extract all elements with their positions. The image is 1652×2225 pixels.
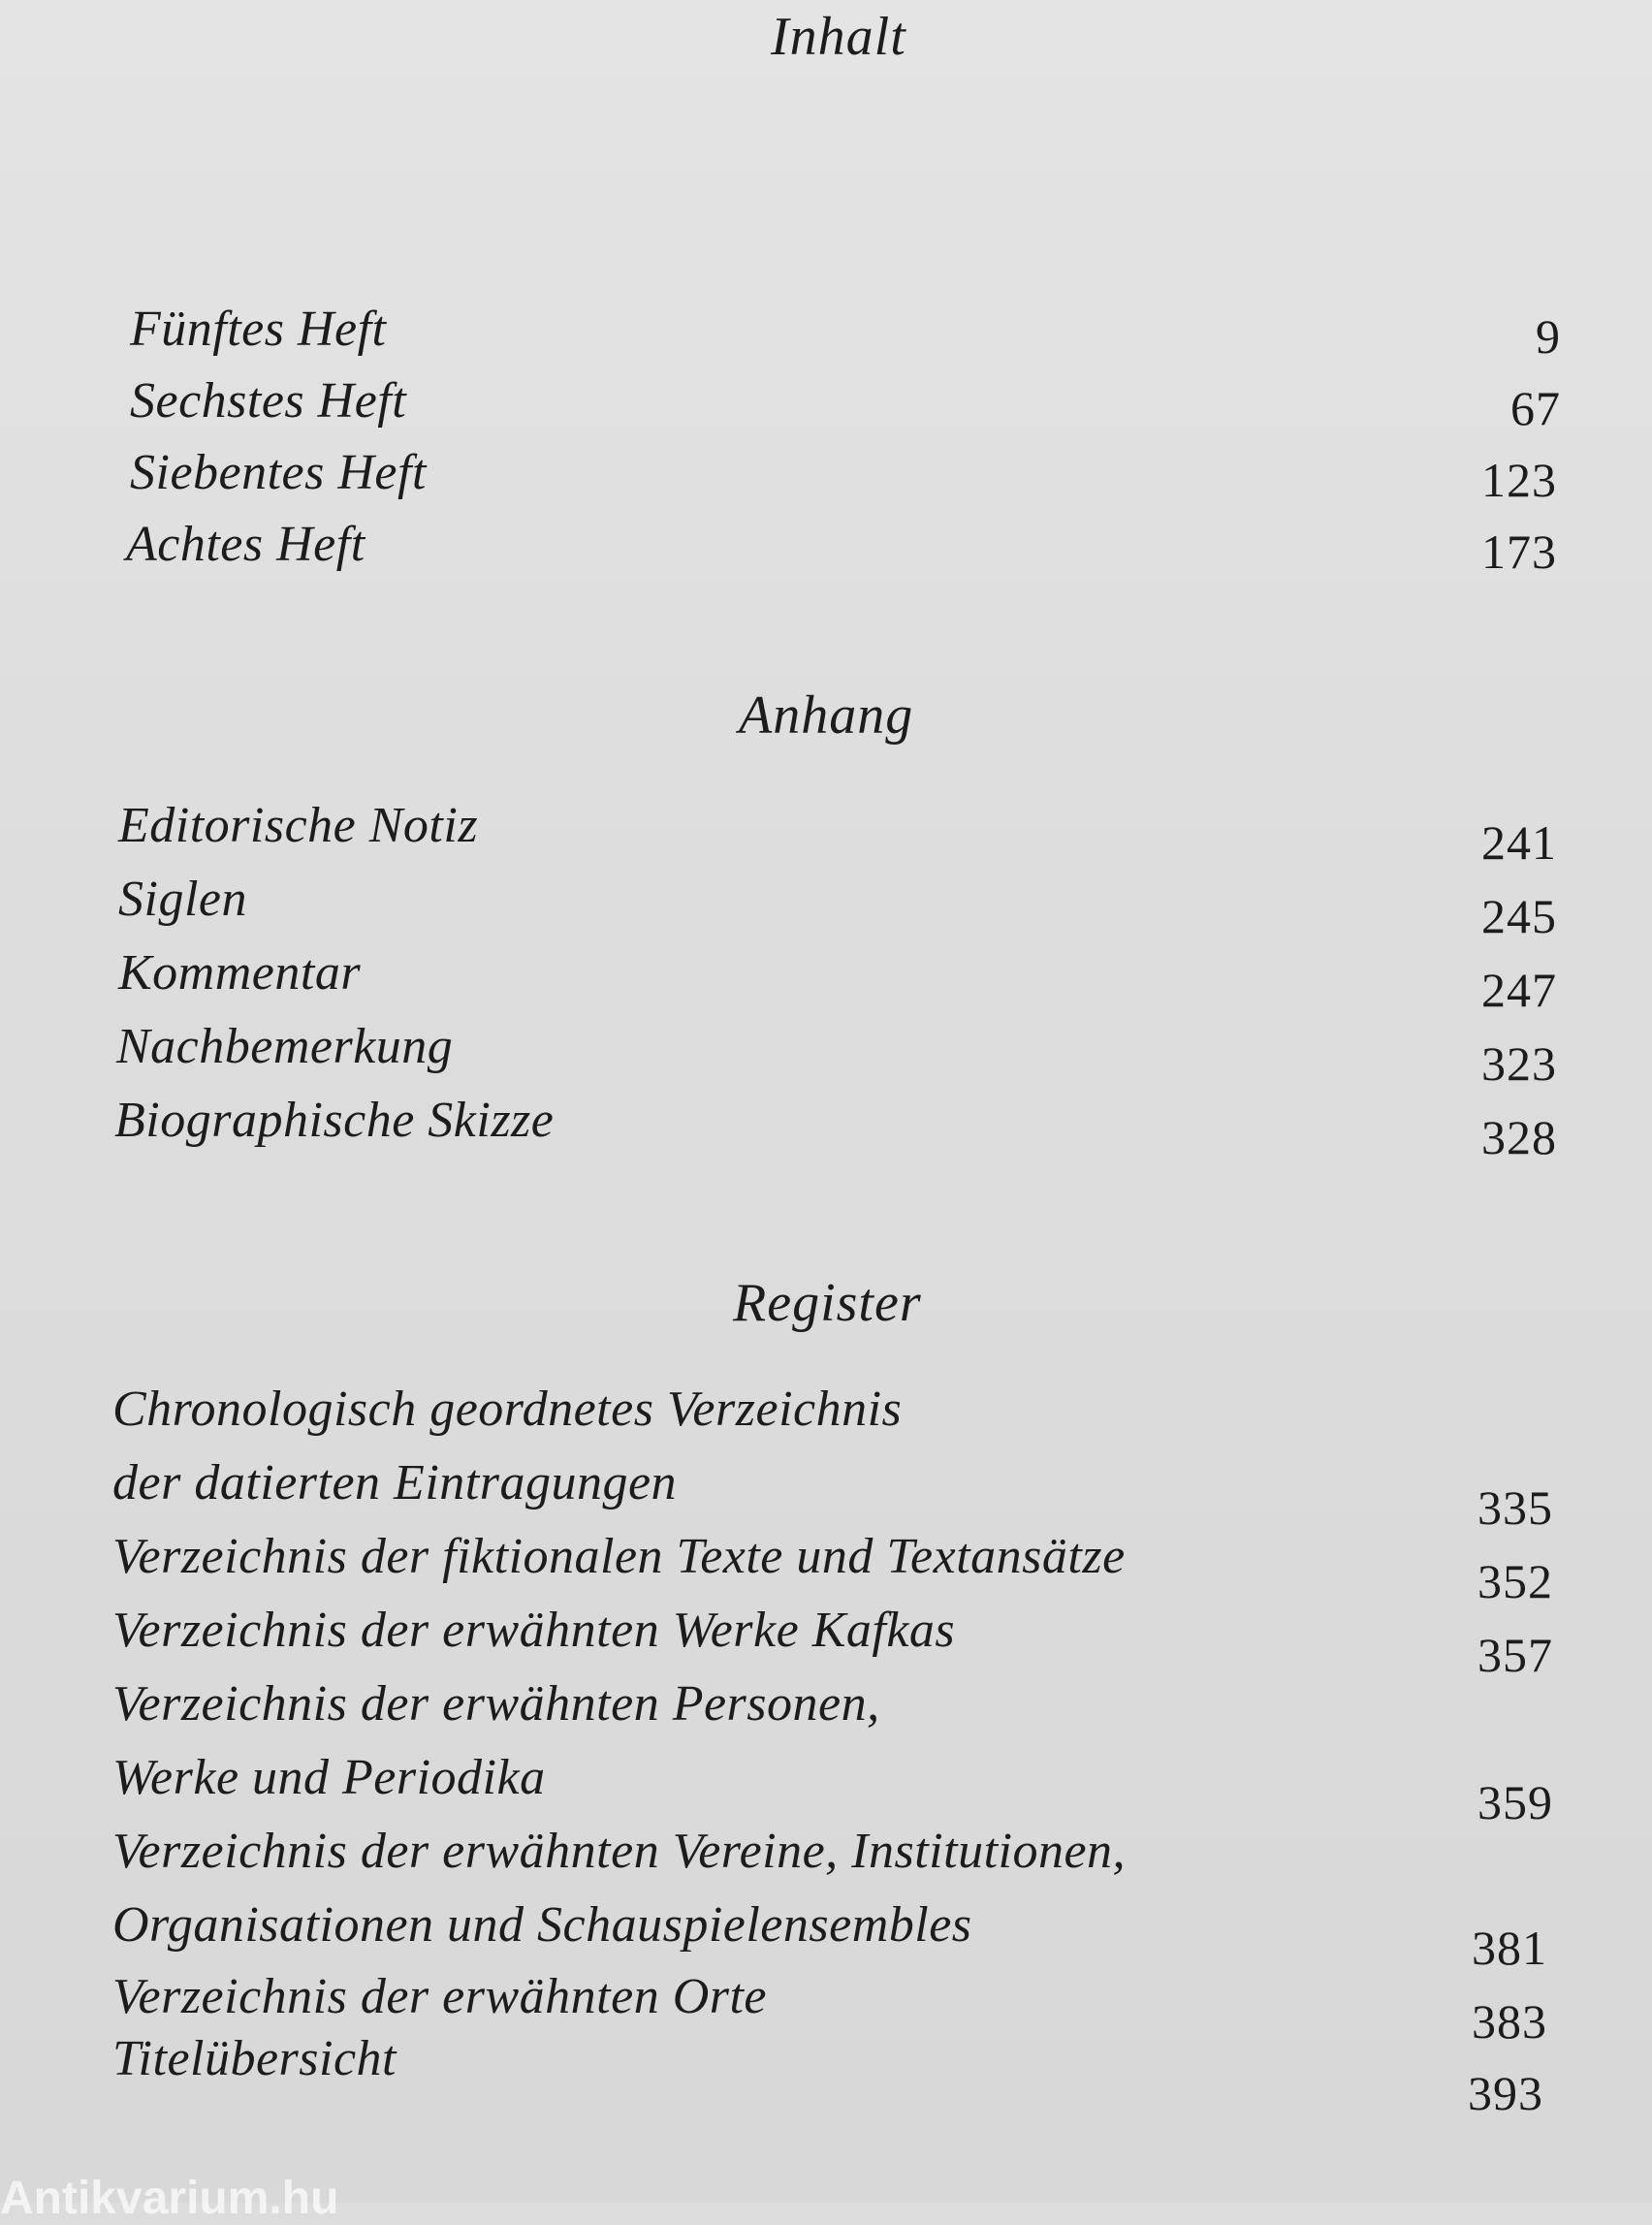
toc-entry-title: Nachbemerkung xyxy=(116,1019,454,1074)
watermark: Antikvarium.hu xyxy=(0,2173,339,2224)
toc-entry-title: Verzeichnis der erwähnten Werke Kafkas xyxy=(112,1603,956,1658)
toc-entry-page: 335 xyxy=(1477,1480,1553,1535)
toc-entry-page: 9 xyxy=(1536,309,1561,364)
toc-entry-title: Biographische Skizze xyxy=(114,1093,555,1148)
toc-entry-page: 245 xyxy=(1481,889,1557,943)
toc-entry-page: 357 xyxy=(1477,1628,1553,1682)
toc-entry-page: 359 xyxy=(1477,1775,1553,1829)
toc-entry-page: 323 xyxy=(1481,1036,1557,1091)
toc-entry-title-line1: Verzeichnis der erwähnten Personen, xyxy=(112,1676,880,1732)
toc-entry-title: Sechstes Heft xyxy=(130,373,407,429)
toc-entry-title-line2: Organisationen und Schauspielensembles xyxy=(112,1897,972,1953)
toc-entry-title: Fünftes Heft xyxy=(130,302,387,357)
toc-entry-page: 383 xyxy=(1472,1994,1547,2049)
anhang-heading: Anhang xyxy=(739,685,914,746)
toc-entry-title-line1: Verzeichnis der erwähnten Vereine, Institutionen, xyxy=(112,1824,1127,1879)
toc-entry-title: Kommentar xyxy=(118,945,362,1001)
toc-entry-title: Verzeichnis der erwähnten Orte xyxy=(112,1969,768,2024)
toc-entry-title: Verzeichnis der fiktionalen Texte und Textansätze xyxy=(112,1529,1126,1584)
toc-entry-page: 247 xyxy=(1481,963,1557,1017)
toc-entry-page: 381 xyxy=(1472,1921,1547,1975)
toc-entry-title: Achtes Heft xyxy=(126,517,365,572)
toc-entry-page: 173 xyxy=(1481,524,1557,579)
toc-entry-title: Siglen xyxy=(118,872,247,927)
toc-entry-title-line2: Werke und Periodika xyxy=(112,1750,546,1805)
toc-entry-page: 67 xyxy=(1510,381,1561,435)
toc-entry-title: Editorische Notiz xyxy=(118,798,479,853)
toc-entry-page: 352 xyxy=(1477,1554,1553,1608)
toc-entry-title-line2: der datierten Eintragungen xyxy=(112,1455,678,1510)
toc-entry-title: Siebentes Heft xyxy=(130,445,427,500)
toc-entry-title: Titelübersicht xyxy=(112,2031,397,2086)
toc-entry-page: 393 xyxy=(1468,2066,1543,2120)
register-heading: Register xyxy=(733,1273,922,1333)
toc-entry-page: 123 xyxy=(1481,453,1557,507)
toc-entry-page: 241 xyxy=(1481,815,1557,870)
toc-entry-title-line1: Chronologisch geordnetes Verzeichnis xyxy=(112,1382,903,1437)
toc-entry-page: 328 xyxy=(1481,1110,1557,1164)
inhalt-heading: Inhalt xyxy=(771,7,906,67)
